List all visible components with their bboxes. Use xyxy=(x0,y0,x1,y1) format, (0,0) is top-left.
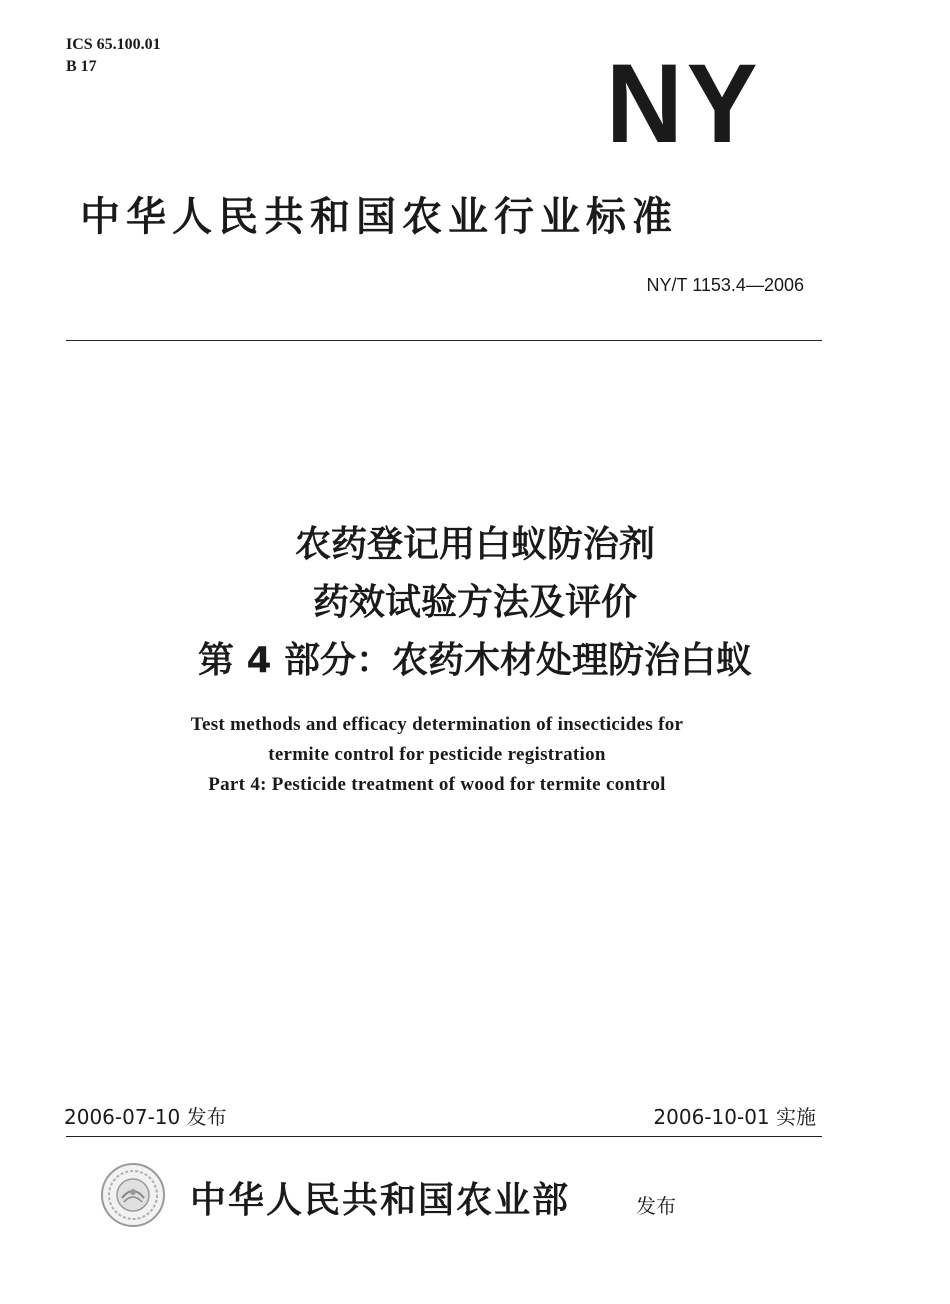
top-divider xyxy=(66,340,822,341)
standard-type-title: 中华人民共和国农业行业标准 xyxy=(80,194,678,240)
implement-date: 2006-10-01 实施 xyxy=(653,1105,816,1129)
ics-block xyxy=(66,34,161,78)
bottom-divider xyxy=(66,1136,822,1137)
classification-code: B 17 xyxy=(66,58,97,75)
cn-title-line-1: 农药登记用白蚁防治剂 xyxy=(294,524,655,565)
ics-code: ICS 65.100.01 xyxy=(66,36,161,53)
standard-mark: NY xyxy=(606,41,762,166)
en-title-line-2: termite control for pesticide registration xyxy=(268,744,606,765)
cn-title-line-2: 药效试验方法及评价 xyxy=(312,582,637,623)
standard-number: NY/T 1153.4—2006 xyxy=(646,275,804,295)
issue-date: 2006-07-10 发布 xyxy=(64,1105,227,1129)
publisher-name: 中华人民共和国农业部 xyxy=(190,1179,571,1221)
cn-title-line-3: 第 4 部分：农药木材处理防治白蚁 xyxy=(197,640,753,681)
publish-label: 发布 xyxy=(636,1194,676,1218)
ministry-emblem-icon xyxy=(100,1162,166,1228)
en-title-line-1: Test methods and efficacy determination of insecticides for xyxy=(190,714,684,735)
en-title-line-3: Part 4: Pesticide treatment of wood for termite control xyxy=(208,774,666,795)
